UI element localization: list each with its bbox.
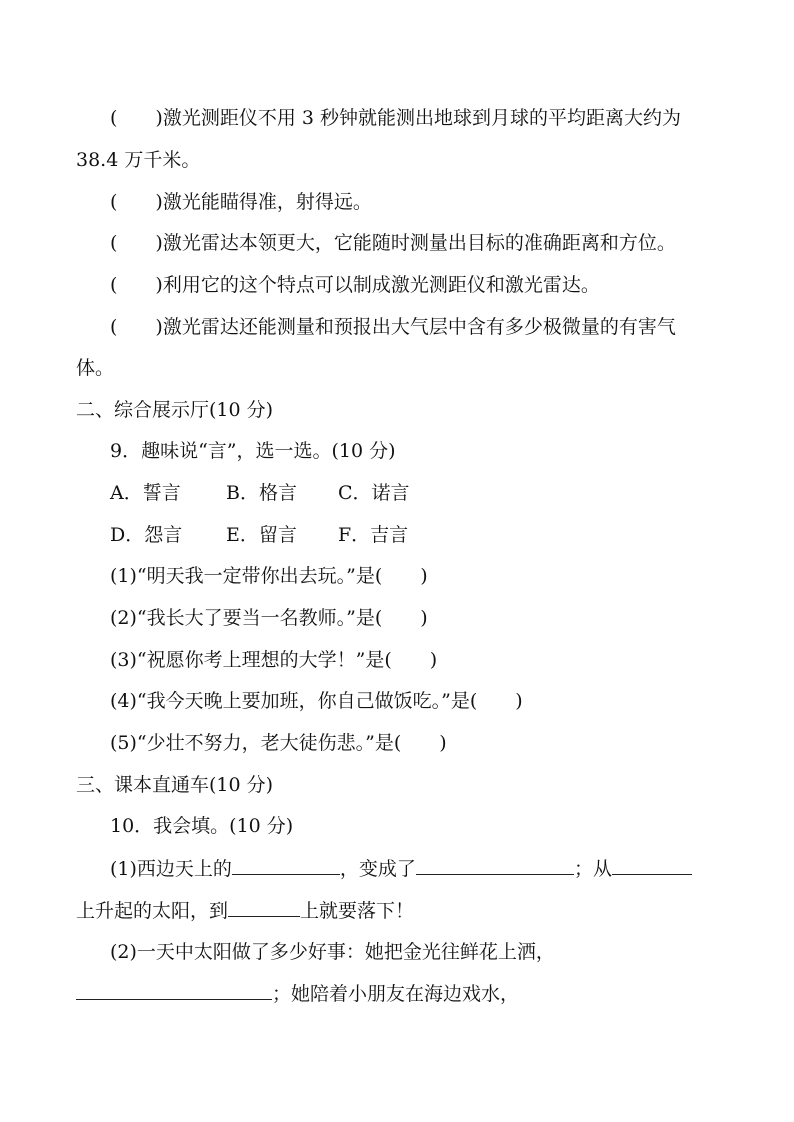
- q9-item-5[interactable]: (5)“少壮不努力，老大徒伤悲。”是( ): [110, 732, 447, 754]
- answer-paren[interactable]: ( ): [110, 107, 163, 129]
- fill-text: ；从: [573, 858, 612, 880]
- fill-text: ；她陪着小朋友在海边戏水，: [272, 983, 520, 1005]
- fill-line-2: [76, 898, 414, 923]
- fill-blank[interactable]: [76, 981, 272, 1000]
- fill-line-4: [76, 981, 519, 1006]
- section-3-heading: 三、课本直通车(10 分): [76, 774, 274, 796]
- fill-text: 上就要落下！: [300, 900, 415, 922]
- fill-blank[interactable]: [228, 898, 300, 917]
- option-b: B．格言: [226, 482, 297, 504]
- answer-paren[interactable]: ( ): [110, 191, 163, 213]
- judge-item-4: [110, 273, 600, 297]
- fill-text: (1)西边天上的: [110, 858, 232, 880]
- option-d: D．怨言: [110, 524, 183, 546]
- fill-line-3: (2)一天中太阳做了多少好事：她把金光往鲜花上洒，: [110, 941, 555, 963]
- q9-item-3[interactable]: (3)“祝愿你考上理想的大学！”是( ): [110, 649, 438, 671]
- judge-item-5: [110, 315, 676, 339]
- fill-text: 上升起的太阳，到: [76, 900, 229, 922]
- judge-text: 体。: [76, 357, 115, 379]
- answer-paren[interactable]: ( ): [110, 274, 163, 296]
- fill-blank[interactable]: [612, 856, 692, 875]
- option-a: A．誓言: [110, 482, 181, 504]
- question-9-title: 9．趣味说“言”，选一选。(10 分): [110, 440, 396, 462]
- options-row-1: [110, 481, 410, 505]
- answer-paren[interactable]: ( ): [110, 232, 163, 254]
- judge-text: 激光雷达本领更大，它能随时测量出目标的准确距离和方位。: [162, 232, 676, 254]
- option-c: C．诺言: [338, 482, 410, 504]
- judge-item-1-continued: [76, 148, 200, 172]
- judge-text: 38.4 万千米。: [76, 149, 201, 171]
- answer-paren[interactable]: ( ): [110, 316, 163, 338]
- question-10-title: 10．我会填。(10 分): [110, 815, 294, 837]
- q9-item-2[interactable]: (2)“我长大了要当一名教师。”是( ): [110, 607, 428, 629]
- judge-text: 激光能瞄得准，射得远。: [162, 191, 372, 213]
- judge-text: 利用它的这个特点可以制成激光测距仪和激光雷达。: [162, 274, 600, 296]
- judge-item-2: [110, 190, 372, 214]
- fill-blank[interactable]: [232, 856, 340, 875]
- judge-item-3: [110, 231, 676, 255]
- section-2-heading: 二、综合展示厅(10 分): [76, 399, 274, 421]
- judge-text: 激光雷达还能测量和预报出大气层中含有多少极微量的有害气: [162, 316, 676, 338]
- judge-text: 激光测距仪不用 3 秒钟就能测出地球到月球的平均距离大约为: [162, 107, 681, 129]
- options-row-2: [110, 523, 408, 547]
- judge-item-1: [110, 106, 681, 130]
- fill-text: ，变成了: [339, 858, 416, 880]
- option-f: F．吉言: [338, 524, 409, 546]
- q9-item-1[interactable]: (1)“明天我一定带你出去玩。”是( ): [110, 565, 428, 587]
- fill-line-1: [110, 856, 692, 881]
- fill-blank[interactable]: [416, 856, 574, 875]
- option-e: E．留言: [226, 524, 297, 546]
- judge-item-5-continued: [76, 356, 114, 380]
- q9-item-4[interactable]: (4)“我今天晚上要加班，你自己做饭吃。”是( ): [110, 690, 523, 712]
